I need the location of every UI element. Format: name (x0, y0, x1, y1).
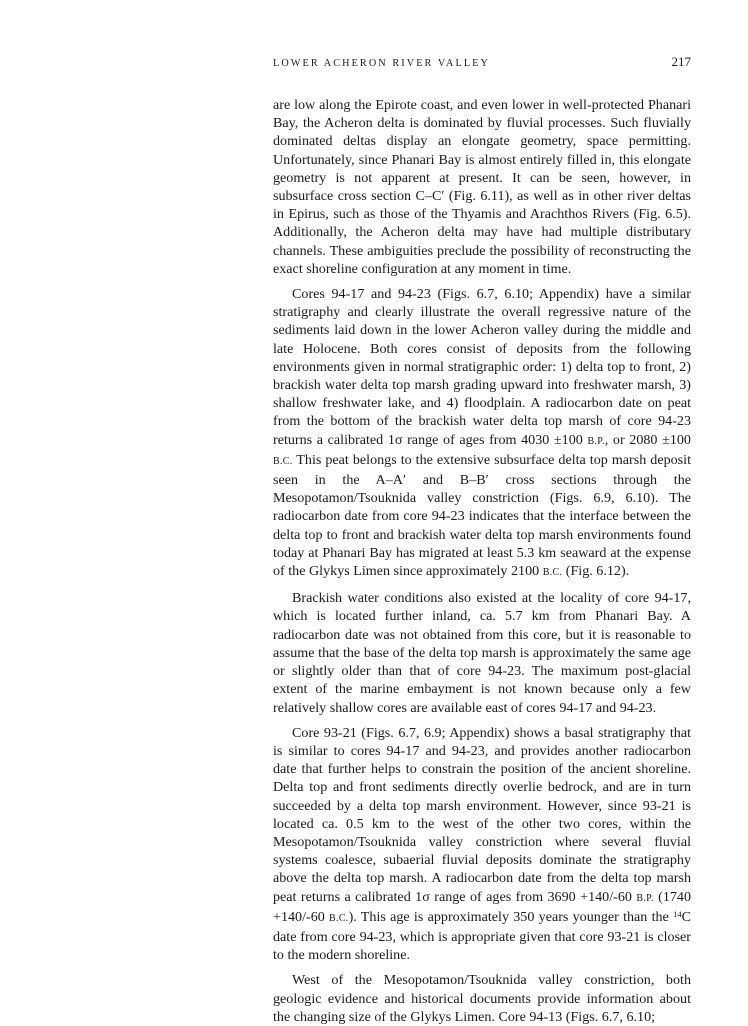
text-run: C date from core 94-23, which is appropriate given that core 93-21 is closer to the modern shoreline. (273, 908, 691, 964)
era-abbreviation: B.C. (273, 455, 293, 467)
paragraph-west-of-constriction (273, 971, 691, 1026)
text-run: Brackish water conditions also existed at the locality of core 94-17, which is located further inland, ca. 5.7 km from Phanari Bay. A radiocarbon date was not obtained from this core, but it is reasonable to assume that the base of the delta top marsh is approximately the same age or slightly older than that of core 94-23. The maximum post-glacial extent of the marine embayment is not known because only a few relatively shallow cores are available east of cores 94-17 and 94-23. (273, 590, 691, 716)
text-run: are low along the Epirote coast, and even lower in well-protected Phanari Bay, the Acheron delta is dominated by fluvial processes. Such fluvially dominated deltas display an elongate geometry, space permitting. Unfortunately, since Phanari Bay is almost entirely filled in, this elongate geometry is not apparent at present. It can be seen, however, in subsurface cross section C–C′ (Fig. 6.11), as well as in other river deltas in Epirus, such as those of the Thyamis and Arachthos Rivers (Fig. 6.5). Additionally, the Acheron delta may have had multiple distributary channels. These ambiguities preclude the possibility of reconstructing the exact shoreline configuration at any moment in time. (273, 97, 691, 277)
text-run: Cores 94-17 and 94-23 (Figs. 6.7, 6.10; Appendix) have a similar stratigraphy and clearly illustrate the overall regressive nature of the sediments laid down in the lower Acheron valley during the middle and late Holocene. Both cores consist of deposits from the following environments given in normal stratigraphic order: 1) delta top to front, 2) brackish water delta top marsh grading upward into freshwater marsh, 3) shallow freshwater lake, and 4) floodplain. A radiocarbon date on peat from the bottom of the brackish water delta top marsh of core 94-23 returns a calibrated 1σ range of ages from 4030 ±100 (273, 286, 691, 448)
era-abbreviation: B.C. (542, 567, 563, 579)
paragraph-core-93-21 (273, 724, 691, 965)
text-run: , or 2080 ±100 (604, 431, 691, 448)
era-abbreviation: B.P. (587, 435, 605, 447)
book-page (273, 54, 691, 1026)
text-run: ). This age is approximately 350 years younger than the (348, 908, 674, 925)
paragraph-continuation (273, 96, 691, 278)
era-abbreviation: B.P. (636, 892, 654, 904)
paragraph-brackish-water (273, 589, 691, 716)
text-run: This peat belongs to the extensive subsurface delta top marsh deposit seen in the A–A′ and B–B′ cross sections through the Mesopotamon/Tsouknida valley constriction (Figs. 6.9, 6.10). The radiocarbon date from core 94-23 indicates that the interface between the delta top to front and brackish water delta top marsh environments found today at Phanari Bay has migrated at least 5.3 km seaward at the expense of the Glykys Limen since approximately 2100 (273, 451, 691, 580)
text-run: Core 93-21 (Figs. 6.7, 6.9; Appendix) shows a basal stratigraphy that is similar to cores 94-17 and 94-23, and provides another radiocarbon date that further helps to constrain the position of the ancient shoreline. Delta top and front sediments directly overlie bedrock, and are in turn succeeded by a delta top marsh environment. However, since 93-21 is located ca. 0.5 km to the west of the other two cores, within the Mesopotamon/Tsouknida valley constriction where several fluvial systems coalesce, subaerial fluvial deposits dominate the stratigraphy above the delta top marsh. A radiocarbon date from the delta top marsh peat returns a calibrated 1σ range of ages from 3690 +140/-60 (273, 724, 691, 905)
text-run: (1740 +140/-60 (273, 888, 692, 925)
running-head (273, 54, 691, 74)
text-run: West of the Mesopotamon/Tsouknida valley constriction, both geologic evidence and historical documents provide information about the changing size of the Glykys Limen. Core 94-13 (Figs. 6.7, 6.10; (273, 972, 691, 1025)
page-number: 217 (671, 54, 691, 69)
paragraph-cores-94-17-94-23 (273, 285, 691, 582)
body-text (273, 96, 691, 1026)
running-title: LOWER ACHERON RIVER VALLEY (273, 58, 490, 69)
text-run: (Fig. 6.12). (562, 563, 630, 580)
era-abbreviation: B.C. (329, 912, 349, 924)
isotope-superscript: 14 (673, 908, 682, 919)
